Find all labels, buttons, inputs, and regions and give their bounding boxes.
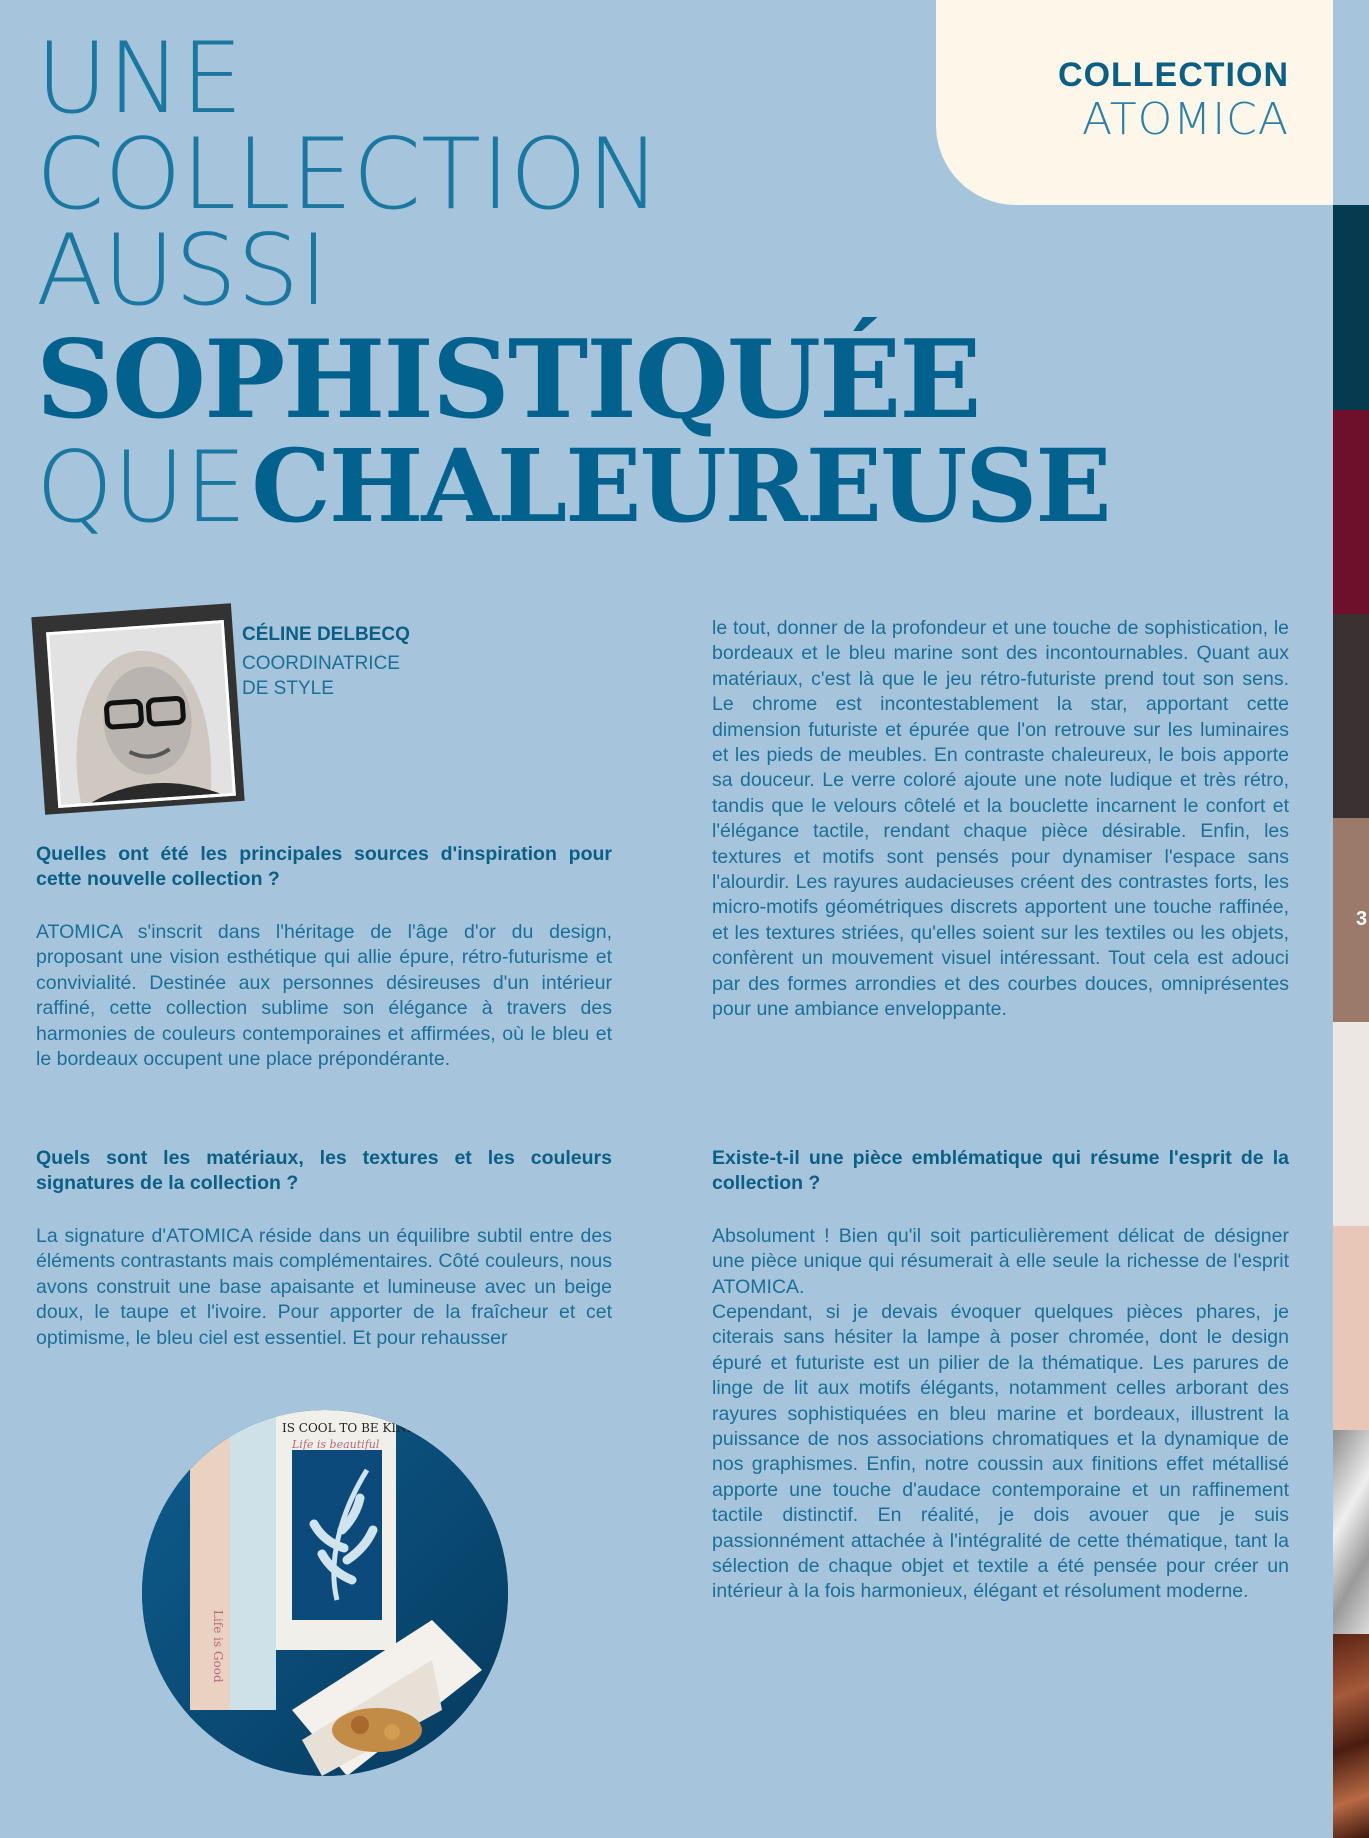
answer-2: La signature d'ATOMICA réside dans un équilibre subtil entre des éléments contrastants mais complémentaires. Côté couleurs, nous avons construit une base apaisante et lumineuse avec un beige doux, le taupe et l'ivoire. Pour apporter de la fraîcheur et cet optimisme, le bleu ciel est essentiel. Et pour rehausser — [36, 1225, 612, 1349]
headline-line-1: UNE — [36, 22, 243, 136]
book-spine: Life is Good — [211, 1610, 225, 1683]
product-photo — [142, 1410, 508, 1776]
headline-que: QUE — [36, 431, 247, 545]
answer-1: ATOMICA s'inscrit dans l'héritage de l'âge d'or du design, proposant une vision esthétique qui allie épure, rétro-futurisme et convivialité. Destinée aux personnes désireuses d'un intérieur raffiné, cette collection sublime son élégance à travers des harmonies de couleurs contemporaines et affirmées, où le bleu et le bordeaux occupent une place prépondérante. — [36, 921, 612, 1071]
page-number: 3 — [1356, 908, 1368, 930]
swatch-bordeaux — [1333, 410, 1369, 614]
swatch-wood — [1333, 1634, 1369, 1838]
headline-line-5 — [36, 427, 1110, 546]
collection-tag — [936, 0, 1333, 205]
author-role — [242, 651, 462, 701]
book-title: IS COOL TO BE KIND — [282, 1421, 417, 1435]
portrait-photo — [46, 620, 236, 808]
collection-tag-light: ATOMICA — [1082, 94, 1289, 145]
answer-2-continued: le tout, donner de la profondeur et une touche de sophistication, le bordeaux et le bleu marine sont des incontournables. Quant aux matériaux, c'est là que le jeu rétro-futuriste prend tout son sens. Le chrome est incontestablement la star, apportant cette dimension futuriste et épurée que l'on retrouve sur les luminaires et les pieds de meubles. En contraste chaleureux, le bois apporte sa douceur. Le verre coloré ajoute une note ludique et très rétro, tandis que le velours côtelé et la bouclette incarnent le confort et l'élégance tactile, rendant chaque pièce désirable. Enfin, les textures et motifs sont pensés pour dynamiser l'espace sans l'alourdir. Les rayures audacieuses créent des contrastes forts, les micro-motifs géométriques discrets apportent une touche raffinée, et les textures striées, qu'elles soient sur les textiles ou les objets, confèrent un mouvement visuel intéressant. Tout cela est adouci par des formes arrondies et des courbes douces, omniprésentes pour une ambiance enveloppante. — [712, 617, 1289, 1021]
swatch-navy — [1333, 205, 1369, 410]
headline-line-3: AUSSI — [36, 214, 329, 328]
question-1: Quelles ont été les principales sources d'inspiration pour cette nouvelle collection ? — [36, 843, 612, 890]
collection-tag-bold: COLLECTION — [1058, 56, 1289, 94]
swatch-ivory — [1333, 1022, 1369, 1226]
author-role-line-1: COORDINATRICE — [242, 653, 400, 674]
answer-3-paragraph-1: Absolument ! Bien qu'il soit particulièrement délicat de désigner une pièce unique qui résumerait à elle seule la richesse de l'esprit ATOMICA. — [712, 1225, 1289, 1298]
headline-line-4: SOPHISTIQUÉE — [36, 317, 980, 443]
question-2: Quels sont les matériaux, les textures et les couleurs signatures de la collection ? — [36, 1147, 612, 1194]
author-role-line-2: DE STYLE — [242, 678, 334, 699]
headline-chaleureuse: CHALEUREUSE — [251, 427, 1110, 545]
answer-3-paragraph-2: Cependant, si je devais évoquer quelques pièces phares, je citerais sans hésiter la lampe à poser chromée, dont le design épuré et futuriste est un pilier de la thématique. Les parures de linge de lit aux motifs élégants, notamment celles arborant des rayures sophistiquées en bleu marine et bordeaux, illustrent la puissance de nos associations chromatiques et la dynamique de nos graphismes. Enfin, notre coussin aux finitions effet métallisé apporte une touche d'audace contemporaine et un raffinement tactile distinctif. En réalité, je dois avouer que je suis passionnément attachée à l'intégralité de cette thématique, tant la sélection de chaque objet et textile a été pensée pour créer un intérieur à la fois harmonieux, élégant et résolument moderne. — [712, 1301, 1289, 1603]
swatch-beige — [1333, 1226, 1369, 1430]
author-name: CÉLINE DELBECQ — [242, 624, 410, 645]
swatch-charcoal — [1333, 614, 1369, 818]
book-script: Life is beautiful — [292, 1438, 380, 1451]
author-portrait — [36, 604, 244, 812]
swatch-chrome — [1333, 1430, 1369, 1634]
headline-line-2: COLLECTION — [36, 118, 661, 232]
question-3: Existe-t-il une pièce emblématique qui résume l'esprit de la collection ? — [712, 1147, 1289, 1194]
